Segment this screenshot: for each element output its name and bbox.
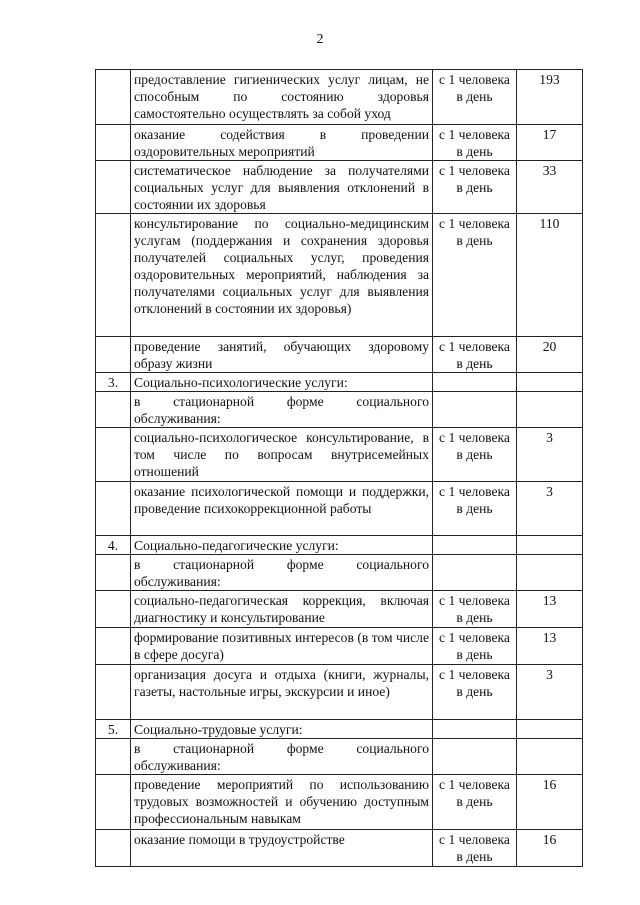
service-quantity: 193 xyxy=(517,70,583,125)
service-name: социально-психологическое консультирование, в том числе по вопросам внутрисемейных отношений xyxy=(131,428,433,482)
service-unit: с 1 человека в день xyxy=(433,70,517,125)
table-row xyxy=(96,591,583,628)
table-row xyxy=(96,214,583,337)
section-row xyxy=(96,536,583,555)
table-row xyxy=(96,125,583,161)
service-unit xyxy=(433,536,517,555)
services-table xyxy=(95,69,583,867)
service-unit: с 1 человека в день xyxy=(433,830,517,867)
table-row xyxy=(96,161,583,214)
service-unit xyxy=(433,739,517,775)
service-quantity: 3 xyxy=(517,428,583,482)
row-number xyxy=(96,665,131,720)
row-number xyxy=(96,337,131,373)
row-number xyxy=(96,628,131,665)
row-number xyxy=(96,214,131,337)
row-number xyxy=(96,161,131,214)
table-row xyxy=(96,555,583,591)
row-number xyxy=(96,775,131,830)
service-name: оказание психологической помощи и поддержки, проведение психокоррекционной работы xyxy=(131,482,433,536)
service-unit: с 1 человека в день xyxy=(433,482,517,536)
service-form: в стационарной форме социального обслуживания: xyxy=(131,392,433,428)
service-unit: с 1 человека в день xyxy=(433,161,517,214)
service-quantity: 33 xyxy=(517,161,583,214)
service-quantity: 16 xyxy=(517,775,583,830)
section-title: Социально-психологические услуги: xyxy=(131,373,433,392)
service-name: проведение мероприятий по использованию трудовых возможностей и обучению доступным профессиональным навыкам xyxy=(131,775,433,830)
section-title: Социально-педагогические услуги: xyxy=(131,536,433,555)
service-quantity: 17 xyxy=(517,125,583,161)
service-name: оказание помощи в трудоустройстве xyxy=(131,830,433,867)
service-quantity xyxy=(517,392,583,428)
row-number xyxy=(96,482,131,536)
service-name: формирование позитивных интересов (в том числе в сфере досуга) xyxy=(131,628,433,665)
section-number: 4. xyxy=(96,536,131,555)
service-quantity xyxy=(517,373,583,392)
table-row xyxy=(96,337,583,373)
service-unit xyxy=(433,720,517,739)
service-quantity: 3 xyxy=(517,665,583,720)
row-number xyxy=(96,739,131,775)
section-number: 3. xyxy=(96,373,131,392)
service-name: проведение занятий, обучающих здоровому образу жизни xyxy=(131,337,433,373)
service-quantity xyxy=(517,536,583,555)
service-form: в стационарной форме социального обслуживания: xyxy=(131,555,433,591)
table-row xyxy=(96,830,583,867)
service-unit: с 1 человека в день xyxy=(433,428,517,482)
table-row xyxy=(96,739,583,775)
table-row xyxy=(96,665,583,720)
service-quantity: 20 xyxy=(517,337,583,373)
service-quantity xyxy=(517,720,583,739)
service-name: социально-педагогическая коррекция, включая диагностику и консультирование xyxy=(131,591,433,628)
service-quantity: 16 xyxy=(517,830,583,867)
service-form: в стационарной форме социального обслуживания: xyxy=(131,739,433,775)
service-quantity: 3 xyxy=(517,482,583,536)
service-unit: с 1 человека в день xyxy=(433,665,517,720)
table-row xyxy=(96,70,583,125)
service-quantity: 13 xyxy=(517,591,583,628)
table-row xyxy=(96,628,583,665)
service-name: предоставление гигиенических услуг лицам, не способным по состоянию здоровья самостоятельно осуществлять за собой уход xyxy=(131,70,433,125)
service-unit xyxy=(433,392,517,428)
service-name: оказание содействия в проведении оздоровительных мероприятий xyxy=(131,125,433,161)
service-name: систематическое наблюдение за получателями социальных услуг для выявления отклонений в состоянии их здоровья xyxy=(131,161,433,214)
table-row xyxy=(96,392,583,428)
service-unit: с 1 человека в день xyxy=(433,214,517,337)
section-number: 5. xyxy=(96,720,131,739)
service-quantity: 110 xyxy=(517,214,583,337)
section-row xyxy=(96,720,583,739)
service-unit: с 1 человека в день xyxy=(433,775,517,830)
section-title: Социально-трудовые услуги: xyxy=(131,720,433,739)
table-row xyxy=(96,775,583,830)
service-quantity xyxy=(517,555,583,591)
service-unit: с 1 человека в день xyxy=(433,337,517,373)
table-row xyxy=(96,428,583,482)
row-number xyxy=(96,392,131,428)
service-unit: с 1 человека в день xyxy=(433,591,517,628)
section-row xyxy=(96,373,583,392)
page-number: 2 xyxy=(316,32,324,47)
service-quantity xyxy=(517,739,583,775)
service-quantity: 13 xyxy=(517,628,583,665)
row-number xyxy=(96,428,131,482)
row-number xyxy=(96,830,131,867)
services-table-body xyxy=(96,70,583,867)
service-unit xyxy=(433,373,517,392)
row-number xyxy=(96,125,131,161)
row-number xyxy=(96,70,131,125)
service-unit: с 1 человека в день xyxy=(433,628,517,665)
service-unit xyxy=(433,555,517,591)
row-number xyxy=(96,555,131,591)
service-name: организация досуга и отдыха (книги, журналы, газеты, настольные игры, экскурсии и иное) xyxy=(131,665,433,720)
service-unit: с 1 человека в день xyxy=(433,125,517,161)
row-number xyxy=(96,591,131,628)
service-name: консультирование по социально-медицинским услугам (поддержания и сохранения здоровья получателей социальных услуг, проведения оздоровительных мероприятий, наблюдения за получателями социальных услуг для выявления отклонений в состоянии их здоровья) xyxy=(131,214,433,337)
table-row xyxy=(96,482,583,536)
